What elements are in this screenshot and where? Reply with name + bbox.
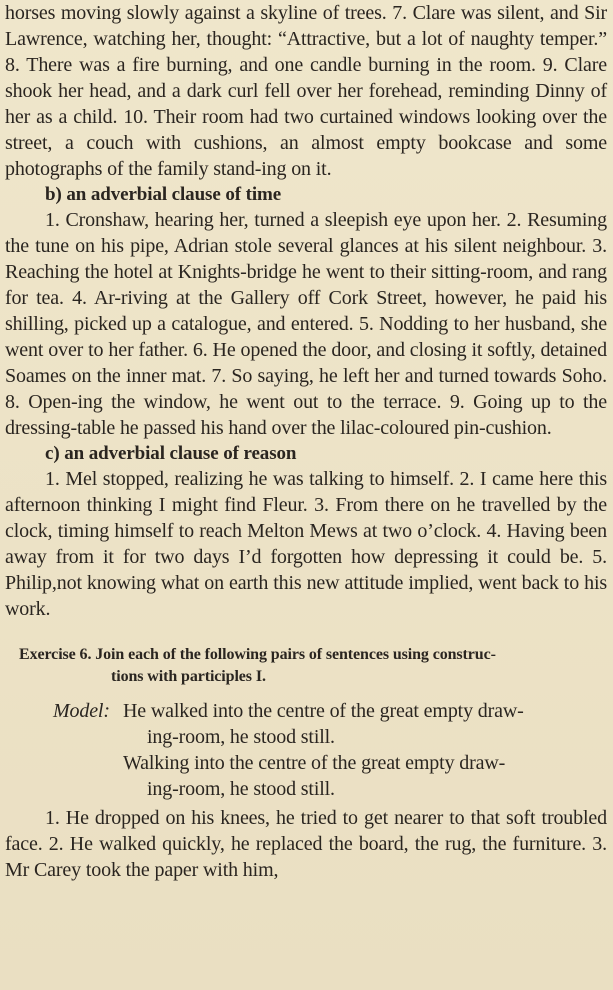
exercise-6-line-1: Exercise 6. Join each of the following pairs of sentences using construc- bbox=[19, 646, 496, 663]
exercise-part-a-continuation: horses moving slowly against a skyline of trees. 7. Clare was silent, and Sir Lawrence, watching her, thought: “Attractive, but a lot of naughty temper.” 8. There was a fire burning, and one candle burning in the room. 9. Clare shook her head, and a dark curl fell over her forehead, reminding Dinny of her as a child. 10. Their room had two curtained windows looking over the street, a couch with cushions, an almost empty bookcase and some photographs of the family stand-ing on it. bbox=[5, 2, 607, 180]
section-b-text: 1. Cronshaw, hearing her, turned a sleepish eye upon her. 2. Resuming the tune on his pipe, Adrian stole several glances at his silent neighbour. 3. Reaching the hotel at Knights-bridge he went to their sitting-room, and rang for tea. 4. Ar-riving at the Gallery off Cork Street, however, he paid his shilling, picked up a catalogue, and entered. 5. Nodding to her husband, she went over to her father. 6. He opened the door, and closing it softly, detained Soames on the inner mat. 7. So saying, he left her and turned towards Soho. 8. Open-ing the window, he went out to the terrace. 9. Going up to the dressing-table he passed his hand over the lilac-coloured pin-cushion. bbox=[5, 209, 607, 439]
section-c-text: 1. Mel stopped, realizing he was talking to himself. 2. I came here this afternoon thinking I might find Fleur. 3. From there on he travelled by the clock, timing himself to reach Melton Mews at two o’clock. 4. Having been away from it for two days I’d forgotten how depressing it could be. 5. Philip,not knowing what on earth this new attitude implied, went back to his work. bbox=[5, 468, 607, 620]
section-c-heading: c) an adverbial clause of reason bbox=[45, 443, 297, 464]
model-example bbox=[5, 698, 607, 802]
section-b-heading: b) an adverbial clause of time bbox=[45, 184, 282, 205]
exercise-6-items: 1. He dropped on his knees, he tried to get nearer to that soft troubled face. 2. He walked quickly, he replaced the board, the rug, the furniture. 3. Mr Carey took the paper with him, bbox=[5, 807, 607, 881]
model-sentence-2-line-1: Walking into the centre of the great empty draw- bbox=[123, 752, 506, 774]
exercise-6-instruction bbox=[19, 644, 607, 688]
model-row-1 bbox=[53, 698, 607, 750]
model-sentence-1-line-2: ing-room, he stood still. bbox=[147, 726, 335, 748]
exercise-6-line-2: tions with participles I. bbox=[111, 668, 266, 685]
model-sentence-2 bbox=[123, 750, 607, 802]
model-sentence-1 bbox=[123, 698, 607, 750]
model-sentence-1-line-1: He walked into the centre of the great empty draw- bbox=[123, 700, 524, 722]
model-label: Model: bbox=[53, 700, 110, 722]
model-sentence-2-line-2: ing-room, he stood still. bbox=[147, 778, 335, 800]
